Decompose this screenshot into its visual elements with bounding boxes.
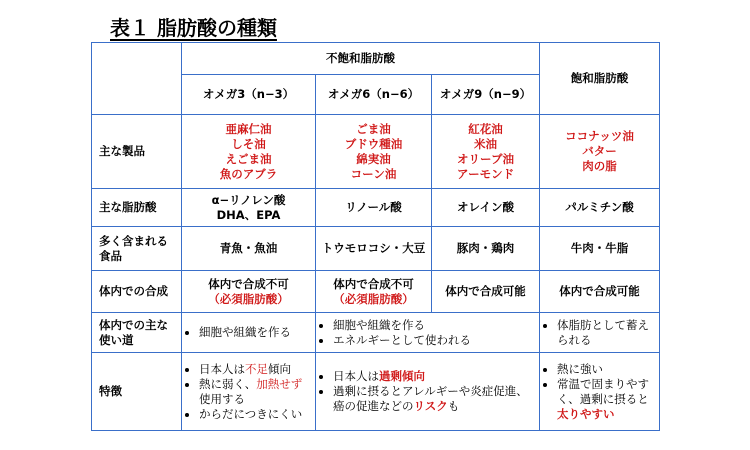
text-span: 常温で固まりやすく、過剰に摂ると: [557, 376, 649, 406]
synthesis-line: 体内で合成不可: [333, 276, 414, 291]
saturated-products: [540, 115, 660, 189]
label-line: 食品: [99, 248, 122, 263]
product-item: ごま油: [356, 121, 391, 136]
features-row: [92, 353, 660, 431]
synthesis-row: [92, 271, 660, 313]
omega3-features: [182, 353, 316, 431]
omega9-synthesis: 体内で合成可能: [432, 271, 540, 313]
list-item: [557, 377, 655, 422]
row-label-uses: [92, 313, 182, 353]
list-item: [333, 384, 535, 414]
product-item: バター: [582, 144, 617, 158]
omega6-foods: トウモロコシ・大豆: [316, 227, 432, 271]
omega3-header: オメガ3（n−3）: [182, 75, 316, 115]
uses-row: [92, 313, 660, 353]
text-span: 日本人は: [199, 361, 245, 376]
omega6-header: オメガ6（n−6）: [316, 75, 432, 115]
list-item: • からだにつきにくい: [199, 407, 311, 422]
row-label-fatty-acids: 主な脂肪酸: [92, 189, 182, 227]
list-item: [199, 362, 311, 377]
omega3-foods: 青魚・魚油: [182, 227, 316, 271]
corner-cell: [92, 43, 182, 115]
product-item: 紅花油: [468, 121, 503, 136]
label-line: 使い道: [99, 332, 134, 347]
omega6-products: [316, 115, 432, 189]
highlight-text: リスク: [413, 399, 448, 413]
list-item: [333, 369, 535, 384]
list-item: • エネルギーとして使われる: [333, 333, 535, 348]
essential-fatty-acid-note: （必須脂肪酸）: [208, 291, 289, 306]
text-span: も: [447, 399, 460, 413]
fatty-acids-row: [92, 189, 660, 227]
label-line: 体内での主な: [99, 317, 168, 332]
highlight-text: 太りやすい: [557, 406, 615, 421]
omega9-products: [432, 115, 540, 189]
highlight-text: 不足: [245, 361, 268, 376]
synthesis-line: 体内で合成不可: [208, 276, 289, 291]
list-item: • 細胞や組織を作る: [333, 318, 535, 333]
text-span: 日本人は: [333, 369, 379, 383]
products-row: [92, 115, 660, 189]
omega3-uses: [182, 313, 316, 353]
text-span: 過剰に摂るとアレルギーや炎症促進、癌の促進などの: [333, 384, 528, 413]
product-item: 魚のアブラ: [219, 166, 278, 181]
product-item: ブドウ種油: [344, 136, 403, 151]
product-item: オリーブ油: [457, 151, 514, 166]
product-item: えごま油: [225, 151, 272, 166]
list-item: • 熱に強い: [557, 362, 655, 377]
omega3-synthesis: [182, 271, 316, 313]
omega6-features: [316, 353, 540, 431]
omega3-products: [182, 115, 316, 189]
page-title: 表１ 脂肪酸の種類: [110, 16, 277, 40]
saturated-uses: [540, 313, 660, 353]
product-item: 綿実油: [356, 151, 391, 166]
product-item: 肉の脂: [582, 159, 617, 173]
fatty-acid-table: [91, 42, 660, 431]
product-item: 米油: [474, 136, 497, 151]
omega9-header: オメガ9（n−9）: [432, 75, 540, 115]
product-item: 亜麻仁油: [225, 121, 272, 136]
fatty-acid-line: DHA、EPA: [216, 207, 281, 222]
omega6-synthesis: [316, 271, 432, 313]
product-item: ココナッツ油: [565, 129, 634, 143]
row-label-foods: [92, 227, 182, 271]
product-item: しそ油: [231, 136, 266, 151]
unsaturated-header: 不飽和脂肪酸: [182, 43, 540, 75]
text-span: 熱に弱く、: [199, 376, 257, 391]
saturated-foods: 牛肉・牛脂: [540, 227, 660, 271]
label-line: 多く含まれる: [99, 233, 168, 248]
fatty-acid-line: α−リノレン酸: [211, 192, 286, 207]
omega6-uses: [316, 313, 540, 353]
product-item: コーン油: [350, 166, 397, 181]
product-item: アーモンド: [456, 166, 515, 181]
highlight-text: 過剰傾向: [379, 369, 425, 383]
saturated-fatty-acid: パルミチン酸: [540, 189, 660, 227]
saturated-features: [540, 353, 660, 431]
omega3-fatty-acids: [182, 189, 316, 227]
text-span: 傾向: [268, 361, 291, 376]
highlight-text: 加熱せず: [256, 376, 303, 391]
list-item: • 細胞や組織を作る: [199, 325, 311, 340]
list-item: • 体脂肪として蓄えられる: [557, 318, 655, 348]
saturated-header: 飽和脂肪酸: [540, 43, 660, 115]
omega9-foods: 豚肉・鶏肉: [432, 227, 540, 271]
saturated-synthesis: 体内で合成可能: [540, 271, 660, 313]
row-label-features: 特徴: [92, 353, 182, 431]
essential-fatty-acid-note: （必須脂肪酸）: [333, 291, 414, 306]
foods-row: [92, 227, 660, 271]
list-item: [199, 377, 311, 407]
text-span: 使用する: [199, 391, 245, 406]
header-row-1: [92, 43, 660, 75]
omega6-fatty-acid: リノール酸: [316, 189, 432, 227]
row-label-products: 主な製品: [92, 115, 182, 189]
omega9-fatty-acid: オレイン酸: [432, 189, 540, 227]
row-label-synthesis: 体内での合成: [92, 271, 182, 313]
